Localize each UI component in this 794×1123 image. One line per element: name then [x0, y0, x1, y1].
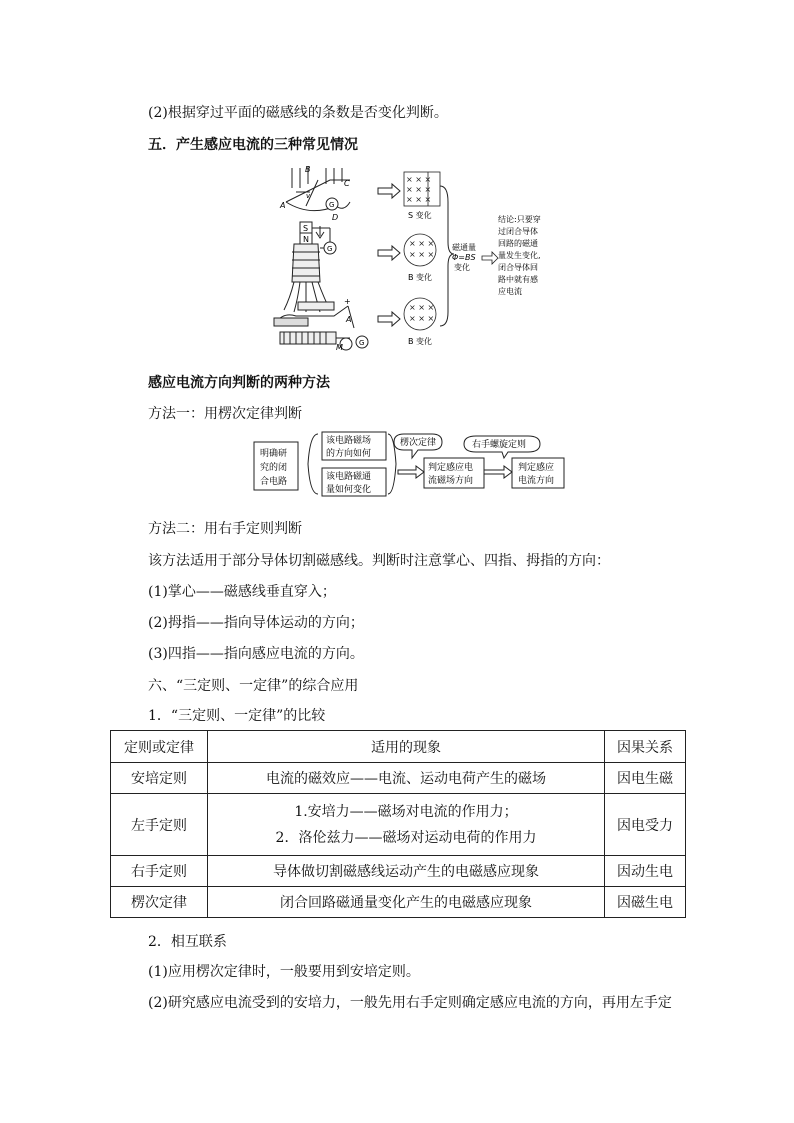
- svg-text:× × ×: × × ×: [406, 185, 432, 194]
- label-G1: G: [329, 201, 335, 209]
- svg-text:回路的磁通: 回路的磁通: [498, 239, 538, 248]
- label-D: D: [332, 213, 339, 222]
- flow-box-d-1: 判定感应: [518, 463, 555, 473]
- mid-text-2: Φ=BS: [452, 253, 476, 262]
- table-cell: 左手定则: [111, 794, 208, 856]
- method2-title: 方法二：用右手定则判断: [148, 521, 302, 537]
- table-cell: [208, 794, 605, 856]
- table-cell-line: 1.安培力——磁场对电流的作用力；: [294, 803, 518, 820]
- flow-box-a-1: 该电路磁场: [326, 436, 372, 446]
- flow-box-a-2: 的方向如何: [326, 449, 372, 459]
- svg-text:× × ×: × × ×: [409, 250, 435, 259]
- table-cell: 因电受力: [605, 794, 686, 856]
- label-S: S: [303, 224, 309, 233]
- table-cell: 导体做切割磁感线运动产生的电磁感应现象: [208, 856, 605, 887]
- flow-start-3: 合电路: [260, 477, 288, 487]
- label-plus: +: [344, 297, 351, 306]
- comparison-table: [110, 730, 686, 918]
- case-label-2: B 变化: [408, 273, 433, 282]
- label-A3: A: [346, 315, 352, 324]
- case2-diagram: [284, 222, 336, 312]
- case1-diagram: [286, 166, 350, 211]
- flow-box-c-2: 流磁场方向: [428, 476, 474, 486]
- label-C: C: [344, 179, 350, 188]
- table-cell: 楞次定律: [111, 887, 208, 918]
- s-change-grid: [404, 172, 440, 206]
- table-cell: 因电生磁: [605, 763, 686, 794]
- flow-box-d-2: 电流方向: [518, 476, 555, 486]
- svg-text:过闭合导体: 过闭合导体: [498, 227, 538, 236]
- method2-item-2: (2)拇指——指向导体运动的方向；: [148, 615, 364, 631]
- svg-text:结论:只要穿: 结论:只要穿: [498, 215, 541, 224]
- label-N: N: [303, 235, 309, 244]
- section-6-sub1: 1．“三定则、一定律”的比较: [148, 708, 326, 724]
- flow-box-b-2: 量如何变化: [326, 485, 372, 495]
- table-cell: 因磁生电: [605, 887, 686, 918]
- flow-start-1: 明确研: [260, 449, 288, 459]
- svg-text:× × ×: × × ×: [406, 195, 432, 204]
- case-label-1: S 变化: [408, 211, 432, 220]
- svg-text:路中就有感: 路中就有感: [498, 275, 538, 284]
- label-A1: A: [280, 201, 286, 210]
- svg-text:× × ×: × × ×: [406, 175, 432, 184]
- table-cell: 安培定则: [111, 763, 208, 794]
- label-B1: B: [305, 165, 311, 174]
- induction-cases-figure: [270, 162, 570, 352]
- flow-box-c-1: 判定感应电: [428, 463, 474, 473]
- mid-text-3: 变化: [454, 263, 470, 272]
- table-cell-line: 2．洛伦兹力——磁场对运动电荷的作用力: [275, 829, 537, 846]
- table-row: [111, 887, 686, 918]
- method2-item-3: (3)四指——指向感应电流的方向。: [148, 646, 364, 662]
- flow-cloud-1: 楞次定律: [400, 438, 437, 448]
- section-5-heading: 五．产生感应电流的三种常见情况: [148, 137, 358, 153]
- table-cell: 电流的磁效应——电流、运动电荷产生的磁场: [208, 763, 605, 794]
- table-header-cell: 定则或定律: [111, 731, 208, 763]
- svg-text:× × ×: × × ×: [409, 239, 435, 248]
- b-change-loop-1: [404, 234, 436, 266]
- method2-desc: 该方法适用于部分导体切割磁感线。判断时注意掌心、四指、拇指的方向：: [148, 553, 610, 569]
- section-6-heading: 六、“三定则、一定律”的综合应用: [148, 678, 359, 694]
- table-row: [111, 856, 686, 887]
- case3-diagram: [274, 302, 368, 350]
- label-G3: G: [359, 339, 365, 347]
- flow-start-2: 究的闭: [260, 463, 288, 473]
- table-header-cell: 适用的现象: [208, 731, 605, 763]
- lenz-flowchart: [252, 430, 572, 498]
- svg-text:× × ×: × × ×: [409, 314, 435, 323]
- table-cell: 因动生电: [605, 856, 686, 887]
- table-cell: 闭合回路磁通量变化产生的电磁感应现象: [208, 887, 605, 918]
- intro-line: (2)根据穿过平面的磁感线的条数是否变化判断。: [148, 105, 448, 121]
- table-header-cell: 因果关系: [605, 731, 686, 763]
- flow-box-b-1: 该电路磁通: [326, 472, 372, 482]
- hollow-arrows: [378, 184, 400, 326]
- label-M: M: [336, 343, 343, 352]
- section-6-item-1: (1)应用楞次定律时，一般要用到安培定则。: [148, 964, 420, 980]
- section-6-item-2: (2)研究感应电流受到的安培力，一般先用右手定则确定感应电流的方向，再用左手定: [148, 995, 672, 1011]
- mid-text-1: 磁通量: [452, 243, 476, 252]
- table-cell: 右手定则: [111, 856, 208, 887]
- method2-item-1: (1)掌心——磁感线垂直穿入；: [148, 584, 336, 600]
- table-row: [111, 763, 686, 794]
- table-header-row: [111, 731, 686, 763]
- flow-cloud-2: 右手螺旋定则: [472, 440, 527, 450]
- label-G2: G: [327, 245, 333, 253]
- svg-text:× × ×: × × ×: [409, 303, 435, 312]
- svg-text:闭合导体回: 闭合导体回: [498, 263, 538, 272]
- case-label-3: B 变化: [408, 337, 433, 346]
- svg-text:应电流: 应电流: [498, 287, 522, 296]
- svg-text:量发生变化,: 量发生变化,: [498, 251, 541, 260]
- direction-heading: 感应电流方向判断的两种方法: [148, 375, 330, 391]
- method1-title: 方法一：用楞次定律判断: [148, 406, 302, 422]
- table-row: [111, 794, 686, 856]
- b-change-loop-2: [404, 298, 436, 330]
- conclusion-text: [498, 214, 541, 296]
- arrow-to-conclusion: [482, 252, 498, 264]
- label-v: v: [306, 192, 311, 200]
- section-6-sub2: 2．相互联系: [148, 934, 227, 950]
